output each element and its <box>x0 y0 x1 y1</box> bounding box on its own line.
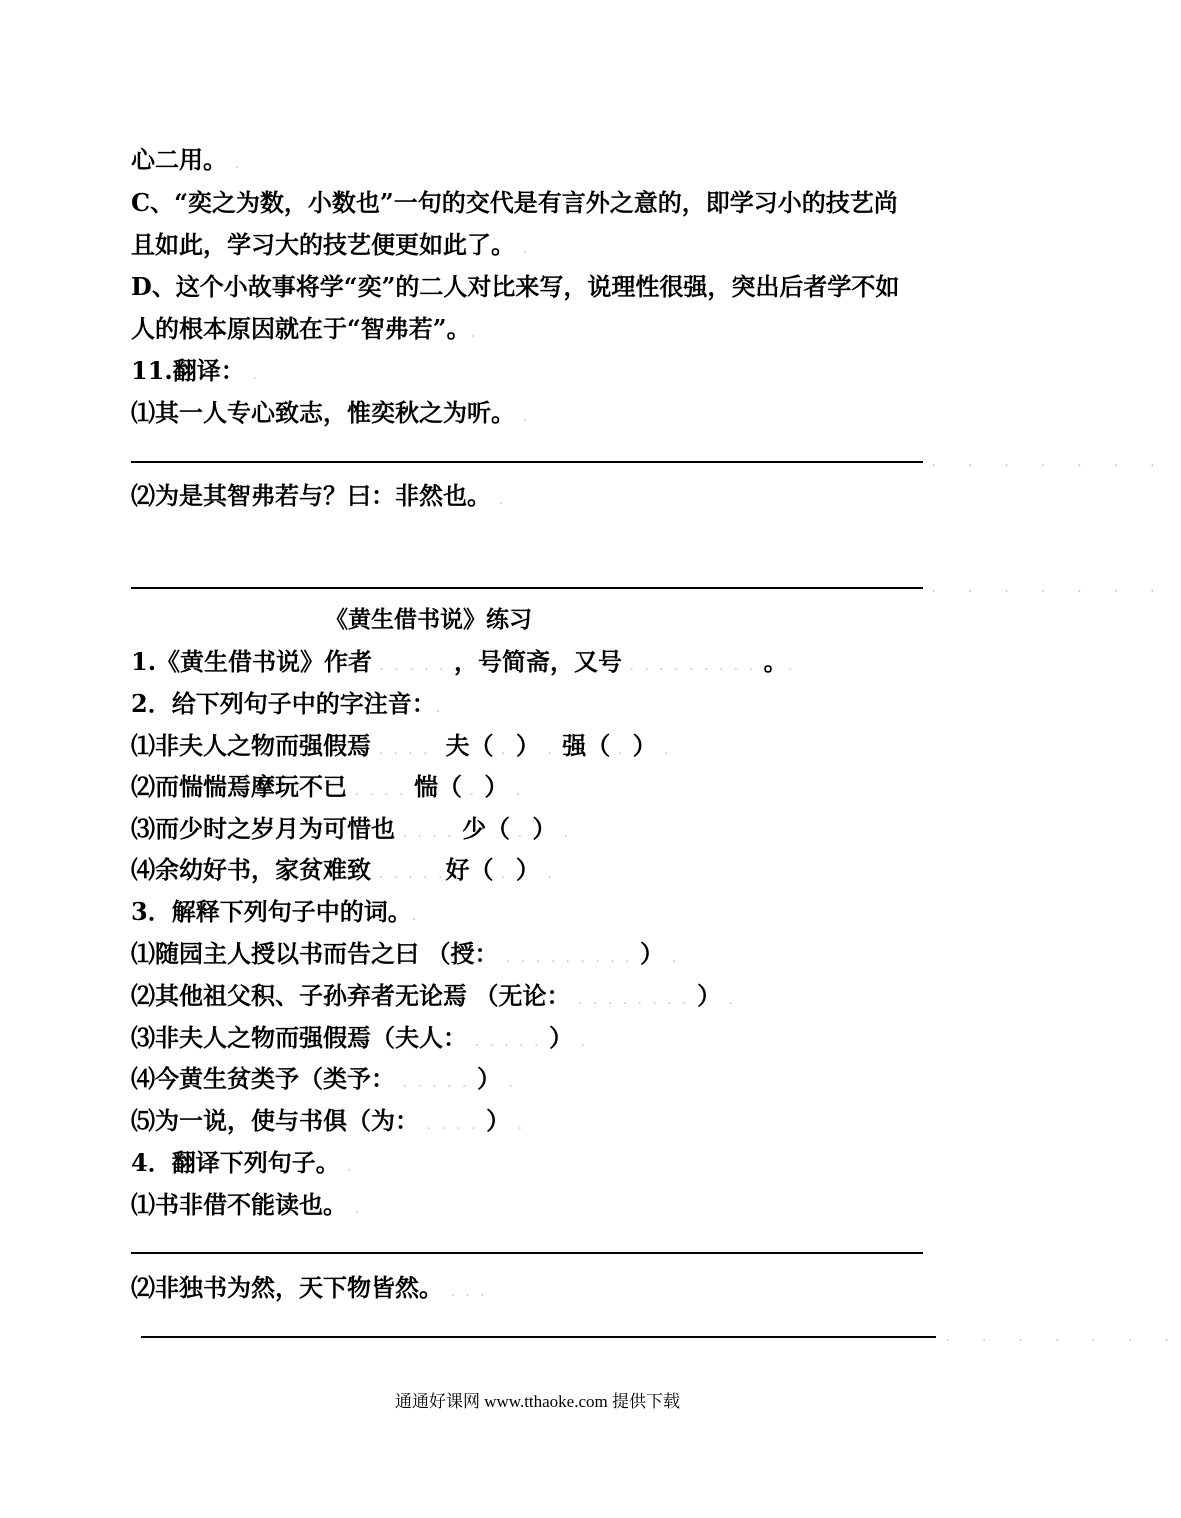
q4-heading: 4．翻译下列句子。 . <box>131 1148 355 1177</box>
q3-item-4: ⑷今黄生贫类予（类予： . . . . . ） . <box>131 1064 516 1093</box>
q2-item-1: ⑴非夫人之物而强假焉 . . . . 夫（ . ） . 强（ . ） . <box>131 731 672 760</box>
q11-item-2: ⑵为是其智弗若与？曰：非然也。 . <box>131 481 506 510</box>
q3-item-3: ⑶非夫人之物而强假焉（夫人： . . . . . ） . <box>131 1023 588 1052</box>
q11-item-1: ⑴其一人专心致志，惟奕秋之为听。 . <box>131 398 530 427</box>
answer-line <box>131 587 923 589</box>
q4-item-1: ⑴书非借不能读也。 . <box>131 1190 362 1219</box>
dotted-trail: . . . . . . . <box>944 1330 1181 1344</box>
q2-heading: 2．给下列句子中的字注音：. <box>131 689 444 718</box>
option-c-line-1: C、“奕之为数，小数也”一句的交代是有言外之意的，即学习小的技艺尚 <box>131 188 898 217</box>
option-d-line-2: 人的根本原因就在于“智弗若”。. <box>131 314 479 343</box>
q3-heading: 3．解释下列句子中的词。. <box>131 897 420 926</box>
option-c-line-2: 且如此，学习大的技艺便更如此了。 . <box>131 230 530 259</box>
exercise-title: 《黄生借书说》练习 <box>325 606 532 633</box>
dotted-trail: . . . . . . . <box>930 455 1167 469</box>
answer-line <box>131 461 923 463</box>
q4-item-2: ⑵非独书为然，天下物皆然。 . . . <box>131 1273 488 1302</box>
q1: 1.《黄生借书说》作者 . . . . . ，号简斋，又号 . . . . . . . . . 。. <box>131 647 796 676</box>
q3-item-5: ⑸为一说，使与书俱（为： . . . . ） . <box>131 1106 525 1135</box>
option-b-continuation: 心二用。 . <box>131 145 242 174</box>
option-d-line-1: D、这个小故事将学“奕”的二人对比来写，说理性很强，突出后者学不如 <box>131 272 900 301</box>
q2-item-4: ⑷余幼好书，家贫难致 . . . . .好（ . ） . <box>131 855 555 884</box>
dotted-trail: . . . . . . . <box>930 581 1167 595</box>
q3-item-2: ⑵其他祖父积、子孙弃者无论焉 （无论： . . . . . . . . ） . <box>131 981 737 1010</box>
q2-item-3: ⑶而少时之岁月为可惜也 . . . . 少（ . ） . <box>131 814 572 843</box>
q2-item-2: ⑵而惴惴焉摩玩不已 . . . . 惴（ . ） . <box>131 772 524 801</box>
q11-heading: 11.翻译： . <box>131 356 260 385</box>
answer-line <box>141 1336 936 1338</box>
q3-item-1: ⑴随园主人授以书而告之曰 （授： . . . . . . . . . ） . <box>131 939 679 968</box>
answer-line <box>131 1252 923 1254</box>
footer-credit: 通通好课网 www.tthaoke.com 提供下载 <box>394 1392 681 1411</box>
